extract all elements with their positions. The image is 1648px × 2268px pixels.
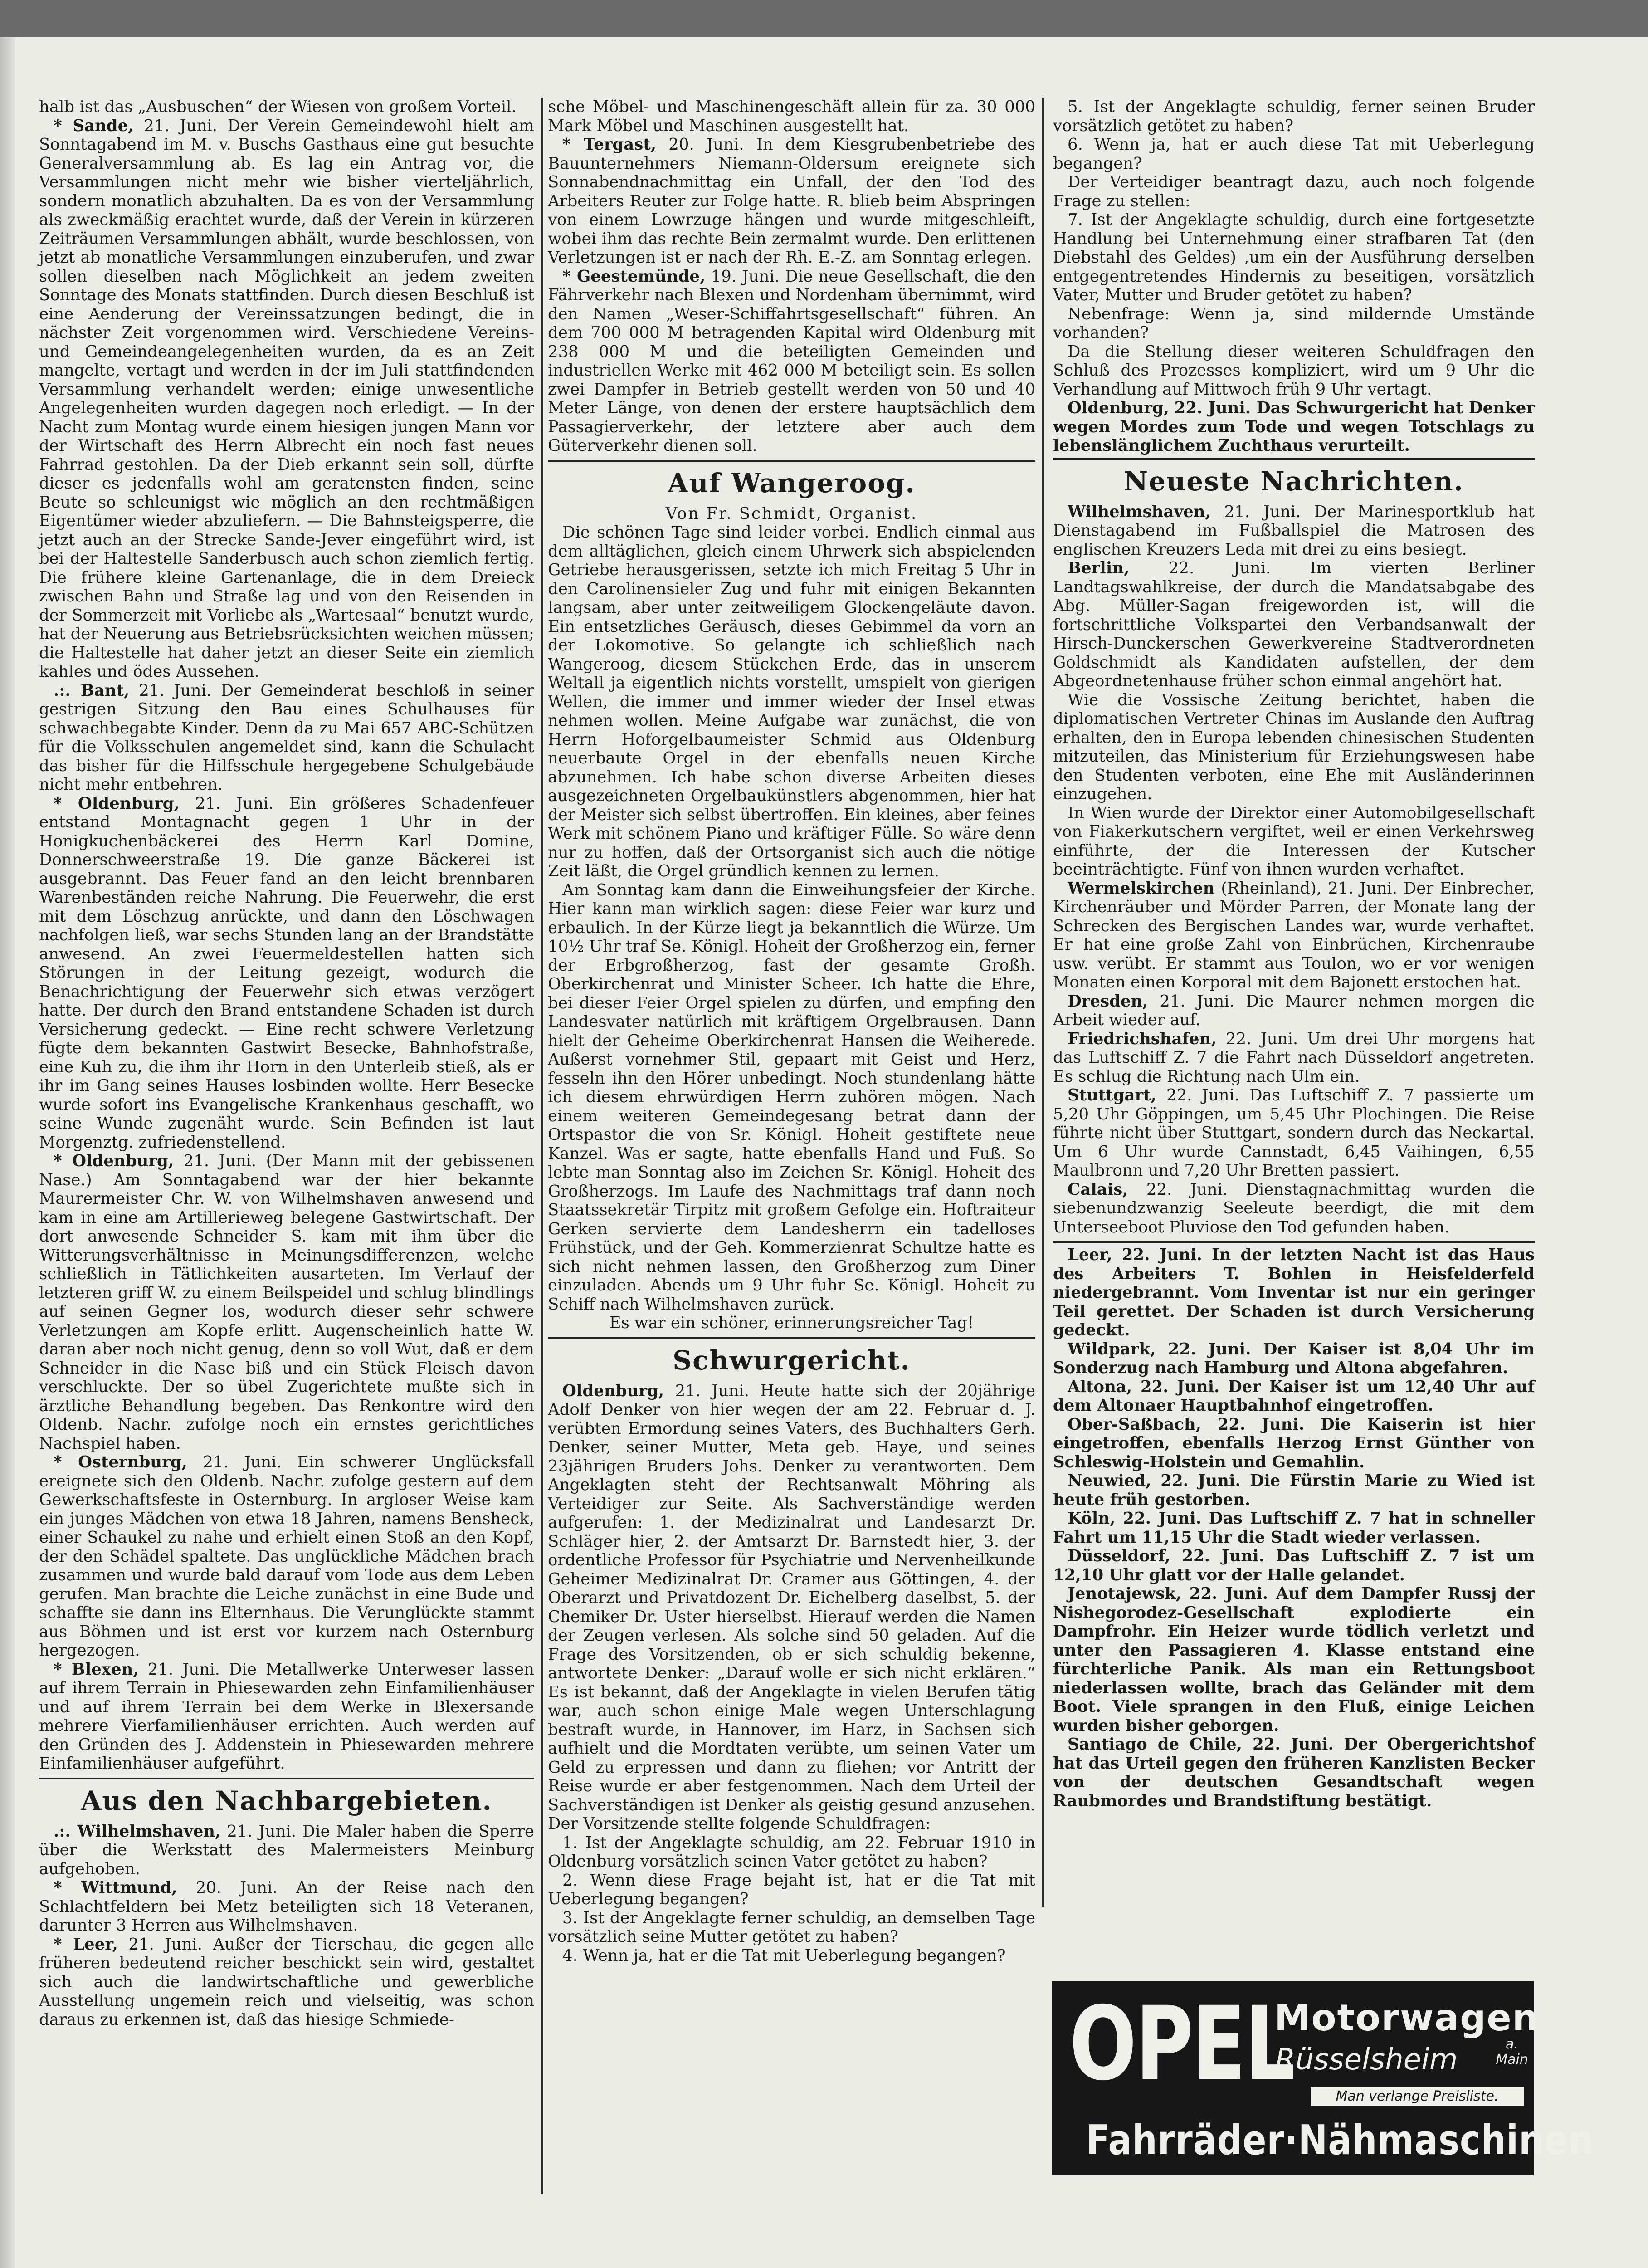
article-body: 21. Juni. (Der Mann mit der gebissenen Nase.) Am Sonntagabend war der hier bekannte Maurermeister Chr. W. von Wilhelmshaven anwesend und kam in eine am Artillerieweg belegene Gastwirtschaft. Der dort anwesende Schneider S. kam mit ihm über die Witterungsverhältnisse in Meinungsdifferenzen, welche schließlich in Tätlichkeiten ausarteten. Im Verlauf der letzteren griff W. zu einem Beilspeidel und schlug blindlings auf seinen Gegner los, wodurch dieser sehr schwere Verletzungen am Kopfe erlitt. Augenscheinlich hatte W. daran aber noch nicht genug, denn so voll Wut, daß er dem Schneider in die Nase biß und ein Stück Fleisch davon verschluckte. Der so übel Zugerichtete mußte sich in ärztliche Behandlung begeben. Das Renkontre wird den Oldenb. Nachr. zufolge noch ein ernstes gerichtliches Nachspiel haben.	[39, 1152, 534, 1453]
dateline: * Oldenburg,	[54, 1152, 174, 1170]
question-5: 5. Ist der Angeklagte schuldig, ferner seinen Bruder vorsätzlich getötet zu haben?	[1053, 98, 1535, 135]
article-wittmund	[39, 1878, 534, 1935]
dateline: Dresden,	[1068, 992, 1148, 1011]
telegram-ober-sassbach	[1053, 1415, 1535, 1472]
article-closing: Es war ein schöner, erinnerungsreicher Tag!	[609, 1314, 974, 1332]
side-question: Nebenfrage: Wenn ja, sind mildernde Umstände vorhanden?	[1053, 304, 1535, 342]
news-wien: In Wien wurde der Direktor einer Automobilgesellschaft von Fiakerkutschern vergiftet, weil er einen Verkehrsweg einführte, der die Interessen der Kutscher beeinträchtigte. Fünf von ihnen wurden verhaftet.	[1053, 803, 1535, 879]
news-stuttgart	[1053, 1086, 1535, 1180]
article-body: 21. Juni. Die Maurer nehmen morgen die Arbeit wieder auf.	[1053, 992, 1535, 1029]
dateline: Wermelskirchen	[1068, 879, 1215, 898]
article-geestemuende	[548, 267, 1035, 455]
question-6: 6. Wenn ja, hat er auch diese Tat mit Ueberlegung begangen?	[1053, 135, 1535, 173]
article-oldenburg-fire	[39, 794, 534, 1152]
column-1	[39, 98, 534, 2189]
section-title-schwurgericht: Schwurgericht.	[673, 1344, 911, 1376]
column-rule-1	[541, 98, 543, 2194]
question-2: 2. Wenn diese Frage bejaht ist, hat er die Tat mit Ueberlegung begangen?	[548, 1871, 1035, 1908]
news-wilhelmshaven	[1053, 503, 1535, 559]
section-title-nachbargebiete: Aus den Nachbargebieten.	[81, 1785, 492, 1816]
article-body: 21. Juni. Außer der Tierschau, die gegen alle früheren bedeutend reicher beschickt sein wird, gestaltet sich auch die landwirtschaftliche und gewerbliche Ausstellung ungemein reich und vielseitig, was schon daraus zu erkennen ist, daß das hiesige Schmiede-	[39, 1935, 534, 2029]
dateline: Stuttgart,	[1068, 1086, 1156, 1105]
article-continuation: sche Möbel- und Maschinengeschäft allein für za. 30 000 Mark Möbel und Maschinen ausgestellt hat.	[548, 98, 1035, 135]
telegram-duesseldorf	[1053, 1547, 1535, 1584]
dateline: * Leer,	[54, 1935, 118, 1954]
article-body: 22. Juni. Um drei Uhr morgens hat das Luftschiff Z. 7 die Fahrt nach Düsseldorf angetreten. Es schlug die Richtung nach Ulm ein.	[1053, 1029, 1535, 1086]
ad-price-list: Man verlange Preisliste.	[1311, 2087, 1524, 2106]
telegram-leer	[1053, 1246, 1535, 1340]
section-divider	[1053, 458, 1535, 460]
article-osternburg	[39, 1453, 534, 1660]
telegram-text: Ober-Saßbach, 22. Juni. Die Kaiserin ist hier eingetroffen, ebenfalls Herzog Ernst Günther von Schleswig-Holstein und Gemahlin.	[1053, 1415, 1535, 1471]
ad-location: Rüsselsheim	[1275, 2043, 1458, 2077]
news-wermelskirchen	[1053, 879, 1535, 992]
article-body: 21. Juni. Die Maler haben die Sperre über die Werkstatt des Malermeisters Meinburg aufgehoben.	[39, 1822, 534, 1878]
article-leer	[39, 1935, 534, 2029]
section-divider	[39, 1778, 534, 1779]
question-1: 1. Ist der Angeklagte schuldig, am 22. Februar 1910 in Oldenburg vorsätzlich seinen Vater getötet zu haben?	[548, 1833, 1035, 1871]
byline: Von Fr. Schmidt, Organist.	[665, 504, 918, 523]
column-3	[1053, 98, 1535, 1971]
telegram-text: Düsseldorf, 22. Juni. Das Luftschiff Z. 7 ist um 12,10 Uhr glatt vor der Halle gelandet.	[1053, 1547, 1535, 1584]
previous-page-edge	[0, 37, 15, 2268]
dateline: * Sande,	[54, 116, 134, 135]
column-rule-2	[1042, 98, 1044, 1907]
telegram-text: Santiago de Chile, 22. Juni. Der Obergerichtshof hat das Urteil gegen den früheren Kanzlisten Becker von der deutschen Gesandtschaft wegen Raubmordes und Brandstiftung bestätigt.	[1053, 1735, 1535, 1810]
defense-request: Der Verteidiger beantragt dazu, auch noch folgende Frage zu stellen:	[1053, 173, 1535, 210]
article-wangeroog-1: Die schönen Tage sind leider vorbei. Endlich einmal aus dem alltäglichen, gleich einem Uhrwerk sich abspielenden Getriebe herausgerissen, setzte ich mich Freitag 5 Uhr in den Carolinensieler Zug und fuhr mit einigen Bekannten langsam, aber unter zeitweiligem Glockengeläute davon. Ein entsetzliches Geräusch, dieses Gebimmel da vorn an der Lokomotive. So gelangte ich schließlich nach Wangeroog, diesem Stückchen Erde, das in unserem Weltall ja eigentlich nichts vorstellt, umspielt von gierigen Wellen, die immer und immer wieder der Insel etwas nehmen wollen. Meine Aufgabe war zunächst, die von Herrn Hoforgelbaumeister Schmid aus Oldenburg neuerbaute Orgel in der ebenfalls neuen Kirche abzunehmen. Ich habe schon diverse Arbeiten dieses ausgezeichneten Orgelbaukünstlers abgenommen, hier hat der Meister sich selbst übertroffen. Ein kleines, aber feines Werk mit schönem Piano und kräftiger Fülle. So wäre denn nur zu hoffen, daß der Ortsorganist sich auch die nötige Zeit läßt, die Orgel gründlich kennen zu lernen.	[548, 523, 1035, 880]
dateline: Oldenburg,	[562, 1381, 664, 1400]
verdict	[1053, 399, 1535, 455]
article-body: 21. Juni. Heute hatte sich der 20jährige Adolf Denker von hier wegen der am 22. Februar d. J. verübten Ermordung seines Vaters, des Buchhalters Gerh. Denker, seiner Mutter, Meta geb. Haye, und seines 23jährigen Bruders Johs. Denker zu verantworten. Dem Angeklagten steht der Rechtsanwalt Möhring als Verteidiger zur Seite. Als Sachverständige werden aufgerufen: 1. der Medizinalrat und Landesarzt Dr. Schläger hier, 2. der Amtsarzt Dr. Barnstedt hier, 3. der ordentliche Professor für Psychiatrie und Nervenheilkunde Geheimer Medizinalrat Dr. Cramer aus Göttingen, 4. der Oberarzt und Privatdozent Dr. Eichelberg daselbst, 5. der Chemiker Dr. Uster hierselbst. Hierauf werden die Namen der Zeugen verlesen. Als solche sind 50 geladen. Auf die Frage des Vorsitzenden, ob er sich schuldig bekenne, antwortete Denker: „Darauf wolle er sich nicht erklären.“ Es ist bekannt, daß der Angeklagte in vielen Berufen tätig war, auch schon einige Male wegen Unterschlagung bestraft wurde, in Hannover, im Harz, in Sachsen sich aufhielt und die Mordtaten verübte, um seinen Vater um Geld zu erpressen und dann zu fliehen; vor Antritt der Reise wurde er aber festgenommen. Nach dem Urteil der Sachverständigen ist Denker als geistig gesund anzusehen. Der Vorsitzende stellte folgende Schuldfragen:	[548, 1381, 1035, 1833]
telegram-text: Leer, 22. Juni. In der letzten Nacht ist das Haus des Arbeiters T. Bohlen in Heisfelderfeld niedergebrannt. Vom Inventar ist nur ein geringer Teil gerettet. Der Schaden ist durch Versicherung gedeckt.	[1053, 1246, 1535, 1339]
section-title-wangeroog: Auf Wangeroog.	[668, 467, 916, 499]
verdict-text: 22. Juni. Das Schwurgericht hat Denker wegen Mordes zum Tode und wegen Totschlags zu lebenslänglichem Zuchthaus verurteilt.	[1053, 399, 1535, 455]
article-body: 21. Juni. Der Marinesportklub hat Dienstagabend im Fußballspiel die Matrosen des englischen Kreuzers Leda mit drei zu eins besiegt.	[1053, 502, 1535, 559]
article-body: 22. Juni. Dienstagnachmittag wurden die siebenundzwanzig Seeleute beerdigt, die mit dem Unterseeboot Pluviose den Tod gefunden haben.	[1053, 1180, 1535, 1237]
telegram-text: Köln, 22. Juni. Das Luftschiff Z. 7 hat in schneller Fahrt um 11,15 Uhr die Stadt wieder verlassen.	[1053, 1509, 1535, 1547]
dateline: .:. Bant,	[54, 681, 130, 700]
telegram-text: Jenotajewsk, 22. Juni. Auf dem Dampfer Russj der Nishegorodez-Gesellschaft explodierte ein Dampfrohr. Ein Heizer wurde tödlich verletzt und unter den Passagieren 4. Klasse entstand eine fürchterliche Panik. Als man ein Rettungsboot niederlassen wollte, brach das Geländer mit dem Boot. Viele sprangen in den Fluß, einige Leichen wurden bisher geborgen.	[1053, 1584, 1535, 1735]
article-body: 19. Juni. Die neue Gesellschaft, die den Fährverkehr nach Blexen und Nordenham übernimmt, wird den Namen „Weser-Schiffahrtsgesellschaft“ führen. An dem 700 000 M betragenden Kapital wird Oldenburg mit 238 000 M und die beteiligten Gemeinden und industriellen Werke mit 462 000 M beteiligt sein. Es sollen zwei Dampfer in Betrieb gestellt werden von 50 und 40 Meter Länge, von denen der erstere hauptsächlich dem Passagierverkehr, der letztere aber auch dem Güterverkehr dienen soll.	[548, 267, 1035, 455]
dateline: * Blexen,	[54, 1660, 139, 1679]
dateline: Calais,	[1068, 1180, 1128, 1199]
ad-location-suffix: a. Main	[1496, 2036, 1528, 2068]
telegram-neuwied	[1053, 1471, 1535, 1509]
telegram-text: Neuwied, 22. Juni. Die Fürstin Marie zu Wied ist heute früh gestorben.	[1053, 1471, 1535, 1509]
dateline: Wilhelmshaven,	[1068, 502, 1211, 521]
dateline: * Wittmund,	[54, 1878, 177, 1897]
article-body: 21. Juni. Der Verein Gemeindewohl hielt am Sonntagabend im M. v. Buschs Gasthaus eine gut besuchte Generalversammlung ab. Es lag ein Antrag vor, die Versammlungen nicht mehr wie bisher vierteljährlich, sondern monatlich abzuhalten. Da es von der Versammlung als zweckmäßig erachtet wurde, daß der Verein in kürzeren Zeiträumen Versammlungen abhält, wurde beschlossen, von jetzt ab monatliche Versammlungen einzuberufen, und zwar sollen dieselben nach Möglichkeit an jedem zweiten Sonntage des Monats stattfinden. Durch diesen Beschluß ist eine Aenderung der Vereinssatzungen bedingt, die in nächster Zeit vorgenommen wird. Verschiedene Vereins- und Gemeindeangelegenheiten wurden, da es an Zeit mangelte, vertagt und werden in der im Juli stattfindenden Versammlung verhandelt werden; einige unwesentliche Angelegenheiten wurden dagegen noch erledigt. — In der Nacht zum Montag wurde einem hiesigen jungen Mann vor der Wirtschaft des Herrn Albrecht ein noch fast neues Fahrrad gestohlen. Da der Dieb erkannt sein soll, dürfte dieser es jedenfalls wohl am geratensten finden, seine Beute so schleunigst wie möglich an den rechtmäßigen Eigentümer wieder abzuliefern. — Die Bahnsteigsperre, die jetzt auch an der Strecke Sande-Jever eingeführt wird, ist bei der Haltestelle Sanderbusch auch schon ziemlich fertig. Die frühere kleine Gartenanlage, die in dem Dreieck zwischen Bahn und Straße lag und von den Reisenden in der Sommerzeit mit Vorliebe als „Wartesaal“ benutzt wurde, hat der Neuerung aus Betriebsrücksichten weichen müssen; die Haltestelle hat daher jetzt an dieser Seite ein ziemlich kahles und ödes Aussehen.	[39, 116, 534, 681]
article-body: 21. Juni. Die Metallwerke Unterweser lassen auf ihrem Terrain in Phiesewarden zehn Einfamilienhäuser und auf ihrem Terrain bei dem Werke in Blexersande mehrere Vierfamilienhäuser errichten. Auch werden auf den Gründen des J. Addenstein in Phiesewarden mehrere Einfamilienhäuser aufgeführt.	[39, 1660, 534, 1773]
telegram-altona	[1053, 1378, 1535, 1415]
article-body: 20. Juni. In dem Kiesgrubenbetriebe des Bauunternehmers Niemann-Oldersum ereignete sich Sonnabendnachmittag ein Unfall, der den Tod des Arbeiters Reuter zur Folge hatte. R. blieb beim Abspringen von einem Lowrzuge hängen und wurde mitgeschleift, wobei ihm das rechte Bein zermalmt wurde. Den erlittenen Verletzungen ist er nach der Rh. E.-Z. am Sonntag erlegen.	[548, 135, 1035, 267]
ad-products: Fahrräder·Nähmaschinen	[1086, 2116, 1594, 2164]
dateline: * Oldenburg,	[54, 794, 180, 813]
section-divider	[548, 1337, 1035, 1339]
article-bant	[39, 681, 534, 794]
question-4: 4. Wenn ja, hat er die Tat mit Ueberlegung begangen?	[562, 1946, 1006, 1965]
column-2	[548, 98, 1035, 2189]
dateline: .:. Wilhelmshaven,	[54, 1822, 221, 1841]
article-sande	[39, 117, 534, 681]
article-tergast	[548, 135, 1035, 267]
telegram-santiago	[1053, 1735, 1535, 1810]
article-wilhelmshaven	[39, 1822, 534, 1879]
news-berlin	[1053, 559, 1535, 691]
news-friedrichshafen	[1053, 1030, 1535, 1086]
adjournment: Da die Stellung dieser weiteren Schuldfragen den Schluß des Prozesses kompliziert, wird um 9 Uhr die Verhandlung auf Mittwoch früh 9 Uhr vertagt.	[1053, 342, 1535, 399]
dateline: Oldenburg,	[1068, 399, 1170, 417]
question-7: 7. Ist der Angeklagte schuldig, durch eine fortgesetzte Handlung bei Unternehmung einer strafbaren Tat (den Diebstahl des Geldes) ,um ein der Ausführung derselben entgegentretendes Hindernis zu beseitigen, vorsätzlich Vater, Mutter und Bruder getötet zu haben?	[1053, 210, 1535, 304]
article-continuation: halb ist das „Ausbuschen“ der Wiesen von großem Vorteil.	[39, 98, 517, 116]
article-body: 21. Juni. Ein schwerer Unglücksfall ereignete sich den Oldenb. Nachr. zufolge gestern auf dem Gewerkschaftsfeste in Osternburg. In argloser Weise kam ein junges Mädchen von etwa 18 Jahren, namens Bensheck, einer Schaukel zu nahe und erhielt einen Stoß an den Kopf, der den Schädel spaltete. Das unglückliche Mädchen brach zusammen und wurde bald darauf vom Tode aus dem Leben gerufen. Man brachte die Leiche zunächst in eine Bude und schaffte sie dann ins Elternhaus. Die Verunglückte stammt aus Böhmen und ist erst vor kurzem nach Osternburg hergezogen.	[39, 1453, 534, 1660]
article-blexen	[39, 1660, 534, 1773]
article-oldenburg-nose	[39, 1152, 534, 1453]
article-body: 22. Juni. Im vierten Berliner Landtagswahlkreise, der durch die Mandatsabgabe des Abg. Müller-Sagan freigeworden ist, will die fortschrittliche Volkspartei den Verbandsanwalt der Hirsch-Dunckerschen Gewerkvereine Stadtverordneten Goldschmidt als Kandidaten aufstellen, der dem Abgeordnetenhause früher schon einmal angehört hat.	[1053, 559, 1535, 690]
telegram-text: Wildpark, 22. Juni. Der Kaiser ist 8,04 Uhr im Sonderzug nach Hamburg und Altona abgefahren.	[1053, 1339, 1535, 1377]
telegram-koeln	[1053, 1509, 1535, 1547]
news-dresden	[1053, 992, 1535, 1030]
article-schwurgericht	[548, 1382, 1035, 1833]
section-title-neueste-nachrichten: Neueste Nachrichten.	[1124, 465, 1464, 497]
news-calais	[1053, 1180, 1535, 1237]
telegram-text: Altona, 22. Juni. Der Kaiser ist um 12,40 Uhr auf dem Altonaer Hauptbahnhof eingetroffen.	[1053, 1377, 1535, 1415]
dateline: * Tergast,	[562, 135, 657, 154]
telegram-wildpark	[1053, 1340, 1535, 1378]
article-body: 22. Juni. Das Luftschiff Z. 7 passierte um 5,20 Uhr Göppingen, um 5,45 Uhr Plochingen. Die Reise führte nicht über Stuttgart, sondern durch das Neckartal. Um 6 Uhr wurde Cannstadt, 6,45 Vaihingen, 6,55 Maulbronn und 7,20 Uhr Bretten passiert.	[1053, 1086, 1535, 1180]
telegram-jenotajewsk	[1053, 1584, 1535, 1735]
article-body: 20. Juni. An der Reise nach den Schlachtfeldern bei Metz beteiligten sich 18 Veteranen, darunter 3 Herren aus Wilhelmshaven.	[39, 1878, 534, 1935]
article-body: (Rheinland), 21. Juni. Der Einbrecher, Kirchenräuber und Mörder Parren, der Monate lang der Schrecken des Bergischen Landes war, wurde verhaftet. Er hat eine große Zahl von Einbrüchen, Kirchenraube usw. verübt. Er stammt aus Toulon, wo er vor wenigen Monaten einen Korporal mit dem Bajonett erstochen hat.	[1053, 879, 1535, 992]
article-body: 21. Juni. Ein größeres Schadenfeuer entstand Montagnacht gegen 1 Uhr in der Honigkuchenbäckerei des Herrn Karl Domine, Donnerschweerstraße 19. Die ganze Bäckerei ist ausgebrannt. Das Feuer fand an den leicht brennbaren Warenbeständen reiche Nahrung. Die Feuerwehr, die erst mit dem Löschzug anrückte, und dann den Löschwagen nachfolgen ließ, war sechs Stunden lang an der Brandstätte anwesend. An zwei Feuermeldestellen hatten sich Störungen in der Leitung gezeigt, wodurch die Benachrichtigung der Feuerwehr sich etwas verzögert hatte. Der durch den Brand entstandene Schaden ist durch Versicherung gedeckt. — Eine recht schwere Verletzung fügte dem bekannten Gastwirt Besecke, Bahnhofstraße, eine Kuh zu, die ihm ihr Horn in den Unterleib stieß, als er ihr im Gang seines Hauses losbinden wollte. Herr Besecke wurde sofort ins Evangelische Krankenhaus geschafft, wo seine Wunde zugenäht wurde. Sein Befinden ist laut Morgenztg. zufriedenstellend.	[39, 794, 534, 1152]
ad-motorwagen: Motorwagen	[1274, 1997, 1539, 2039]
section-divider	[548, 460, 1035, 462]
ad-brand: OPEL	[1069, 1984, 1294, 2103]
section-divider	[1053, 1241, 1535, 1243]
question-3: 3. Ist der Angeklagte ferner schuldig, an demselben Tage vorsätzlich seine Mutter getötet zu haben?	[548, 1908, 1035, 1946]
article-wangeroog-2: Am Sonntag kam dann die Einweihungsfeier der Kirche. Hier kann man wirklich sagen: diese Feier war kurz und erbaulich. In der Kürze liegt ja bekanntlich die Würze. Um 10½ Uhr traf Se. Königl. Hoheit der Großherzog ein, ferner der Erbgroßherzog, fast der gesamte Großh. Oberkirchenrat und Minister Scheer. Ich hatte die Ehre, bei dieser Feier Orgel spielen zu dürfen, und empfing den Landesvater natürlich mit kräftigem Orgelbrausen. Dann hielt der Geheime Oberkirchenrat Hansen die Weiherede. Außerst vornehmer Stil, gepaart mit Geist und Herz, fesseln ihn den Hörer unbedingt. Noch stundenlang hätte ich diesem ehrwürdigen Herrn zuhören mögen. Nach einem weiteren Gemeindegesang betrat dann der Ortspastor die von Sr. Königl. Hoheit gestiftete neue Kanzel. Was er sagte, hatte ebenfalls Hand und Fuß. So lebte man Sonntag also im Zeichen Sr. Königl. Hoheit des Großherzogs. Im Laufe des Nachmittags traf dann noch Staatssekretär Tirpitz mit großem Gefolge ein. Hoftraiteur Gerken servierte dem Landesherrn ein tadelloses Frühstück, und der Geh. Kommerzienrat Schultze hatte es sich nicht nehmen lassen, den Großherzog zum Diner einzuladen. Abends um 9 Uhr fuhr Se. Königl. Hoheit zu Schiff nach Wilhelmshaven zurück.	[548, 880, 1035, 1314]
dateline: * Osternburg,	[54, 1453, 187, 1471]
dateline: * Geestemünde,	[562, 267, 706, 286]
dateline: Friedrichshafen,	[1068, 1029, 1217, 1048]
opel-advertisement	[1052, 1981, 1594, 2175]
article-body: 21. Juni. Der Gemeinderat beschloß in seiner gestrigen Sitzung den Bau eines Schulhauses für schwachbegabte Kinder. Denn da zu Mai 657 ABC-Schützen für die Volksschulen angemeldet sind, kann die Schulacht das bisher für die Hilfsschule hergegebene Schulgebäude nicht mehr entbehren.	[39, 681, 534, 794]
news-china: Wie die Vossische Zeitung berichtet, haben die diplomatischen Vertreter Chinas im Auslande den Auftrag erhalten, den in Europa lebenden chinesischen Studenten mitzuteilen, das Ministerium für Erziehungswesen habe den Studenten verboten, eine Ehe mit Ausländerinnen einzugehen.	[1053, 690, 1535, 803]
dateline: Berlin,	[1068, 559, 1130, 577]
